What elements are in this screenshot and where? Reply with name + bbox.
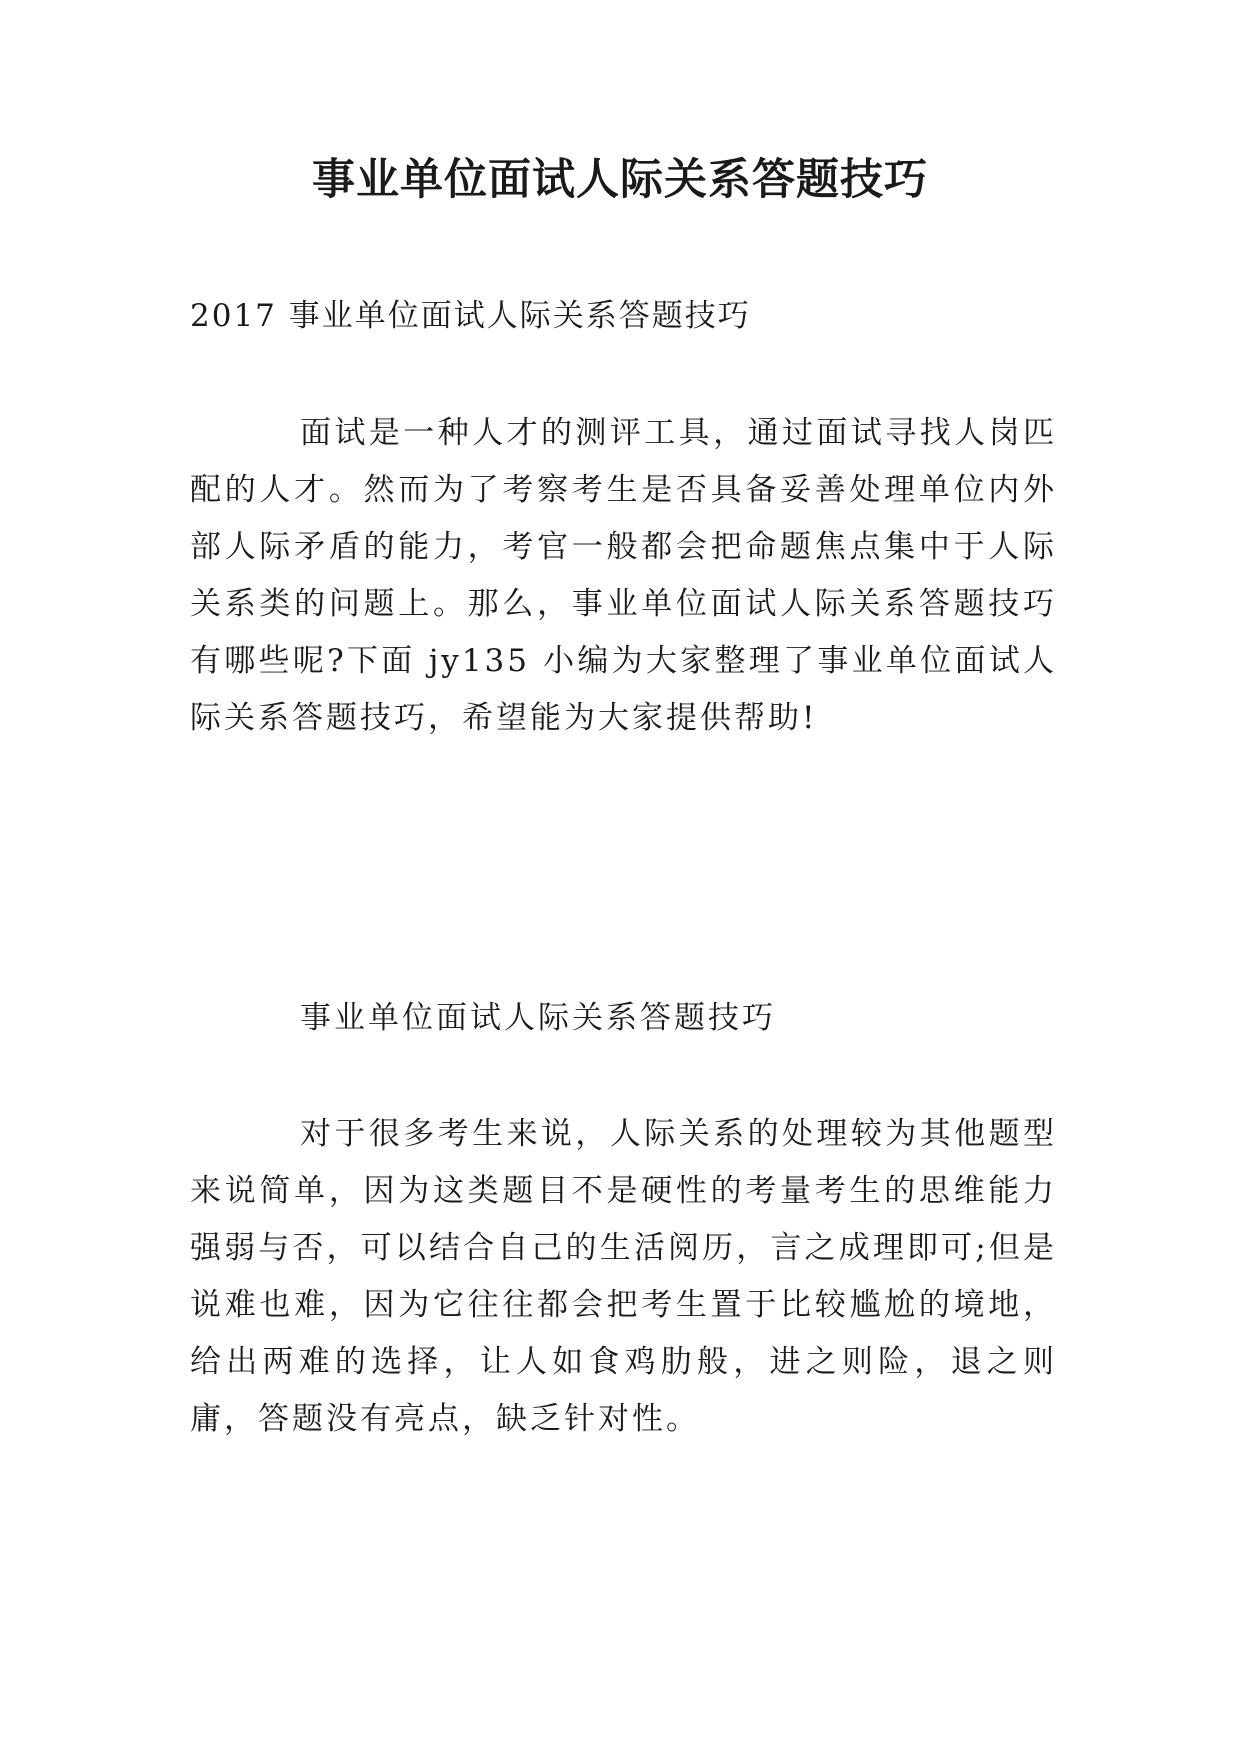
section-paragraph: 对于很多考生来说，人际关系的处理较为其他题型来说简单，因为这类题目不是硬性的考量考生的思维能力强弱与否，可以结合自己的生活阅历，言之成理即可;但是说难也难，因为它往往都会把考生置于比较尴尬的境地，给出两难的选择，让人如食鸡肋般，进之则险，退之则庸，答题没有亮点，缺乏针对性。 [190, 1116, 1057, 1437]
intro-paragraph: 面试是一种人才的测评工具，通过面试寻找人岗匹配的人才。然而为了考察考生是否具备妥善处理单位内外部人际矛盾的能力，考官一般都会把命题焦点集中于人际关系类的问题上。那么，事业单位面试人际关系答题技巧有哪些呢?下面 jy135 小编为大家整理了事业单位面试人际关系答题技巧，希望能为大家提供帮助! [190, 415, 1057, 736]
document-subtitle: 2017 事业单位面试人际关系答题技巧 [190, 298, 751, 334]
document-title: 事业单位面试人际关系答题技巧 [312, 155, 928, 205]
section-heading: 事业单位面试人际关系答题技巧 [300, 1000, 776, 1036]
